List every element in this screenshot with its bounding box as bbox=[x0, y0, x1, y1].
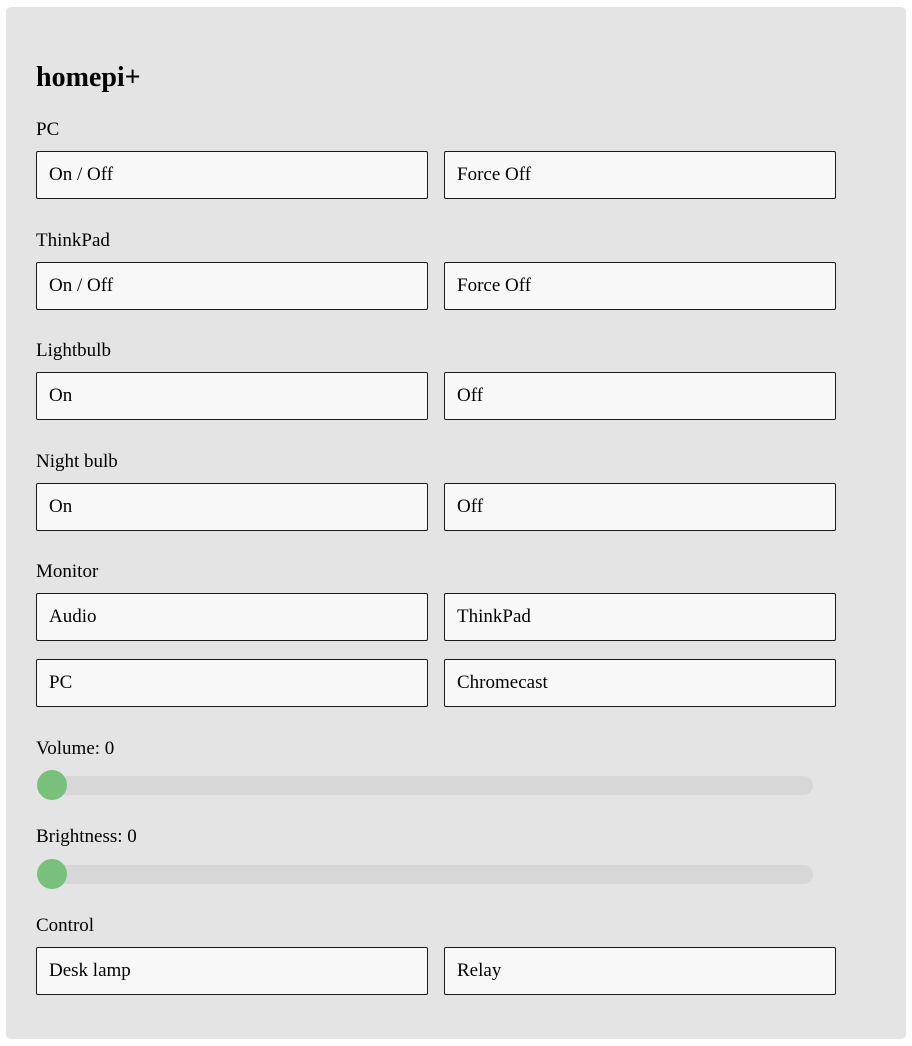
brightness-label: Brightness: 0 bbox=[36, 826, 137, 847]
control-desk-lamp-button[interactable]: Desk lamp bbox=[36, 947, 428, 995]
nightbulb-off-button[interactable]: Off bbox=[444, 483, 836, 531]
section-label-pc: PC bbox=[36, 119, 60, 140]
page-title: homepi+ bbox=[36, 62, 141, 93]
thinkpad-force-off-button[interactable]: Force Off bbox=[444, 262, 836, 310]
pc-force-off-button[interactable]: Force Off bbox=[444, 151, 836, 199]
pc-on-off-button[interactable]: On / Off bbox=[36, 151, 428, 199]
volume-label: Volume: 0 bbox=[36, 738, 115, 759]
section-label-control: Control bbox=[36, 915, 95, 936]
volume-slider[interactable] bbox=[40, 776, 813, 795]
brightness-slider[interactable] bbox=[40, 865, 813, 884]
monitor-pc-button[interactable]: PC bbox=[36, 659, 428, 707]
section-label-monitor: Monitor bbox=[36, 561, 99, 582]
lightbulb-on-button[interactable]: On bbox=[36, 372, 428, 420]
monitor-thinkpad-button[interactable]: ThinkPad bbox=[444, 593, 836, 641]
monitor-chromecast-button[interactable]: Chromecast bbox=[444, 659, 836, 707]
monitor-audio-button[interactable]: Audio bbox=[36, 593, 428, 641]
section-label-lightbulb: Lightbulb bbox=[36, 340, 111, 361]
control-relay-button[interactable]: Relay bbox=[444, 947, 836, 995]
section-label-nightbulb: Night bulb bbox=[36, 451, 118, 472]
volume-slider-thumb[interactable] bbox=[37, 770, 67, 800]
main-panel bbox=[6, 7, 906, 1039]
thinkpad-on-off-button[interactable]: On / Off bbox=[36, 262, 428, 310]
brightness-slider-thumb[interactable] bbox=[37, 859, 67, 889]
nightbulb-on-button[interactable]: On bbox=[36, 483, 428, 531]
section-label-thinkpad: ThinkPad bbox=[36, 230, 110, 251]
lightbulb-off-button[interactable]: Off bbox=[444, 372, 836, 420]
